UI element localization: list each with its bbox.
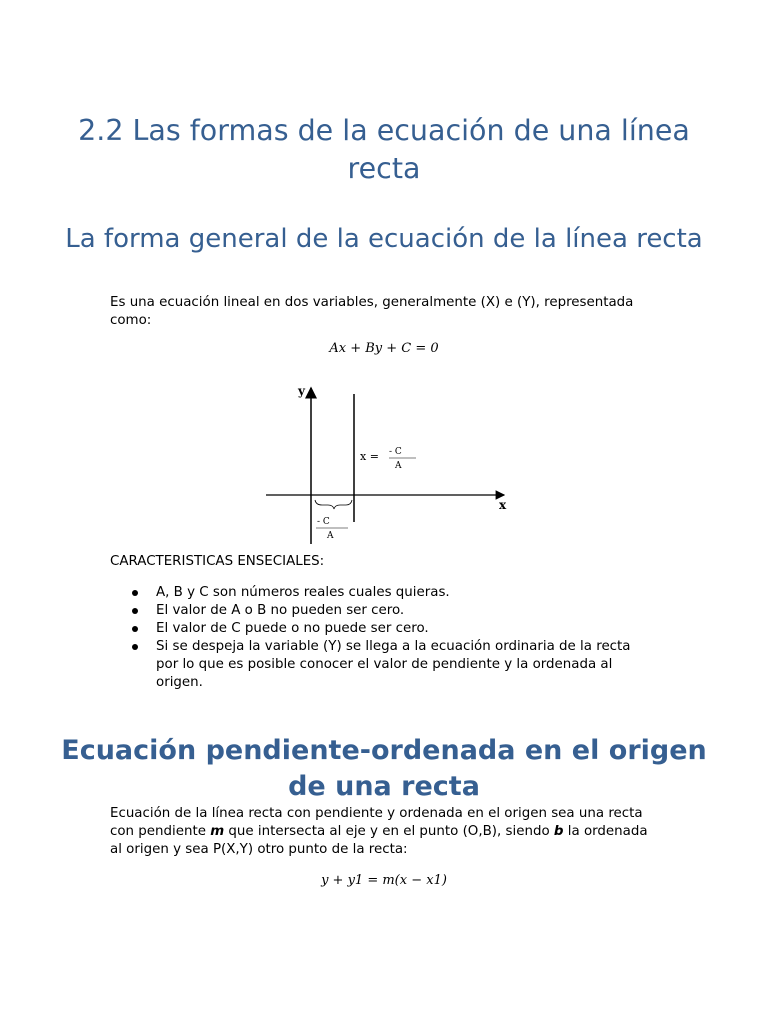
characteristics-heading: CARACTERISTICAS ENSECIALES: bbox=[110, 554, 325, 569]
list-item bbox=[130, 584, 650, 602]
list-item-text: El valor de C puede o no puede ser cero. bbox=[156, 621, 429, 636]
paragraph-text-3: la ordenada al origen y sea P(X,Y) otro punto de la recta: bbox=[110, 824, 648, 857]
list-item bbox=[130, 620, 650, 638]
paragraph-text-1: Ecuación de la línea recta con pendiente y ordenada en el origen sea una recta con pendiente bbox=[110, 806, 643, 839]
intro-paragraph: Es una ecuación lineal en dos variables, generalmente (X) e (Y), representada como: bbox=[110, 295, 634, 328]
general-form-formula: Ax + By + C = 0 bbox=[329, 341, 439, 356]
section-heading-slope-intercept: Ecuación pendiente-ordenada en el origen de una recta bbox=[61, 735, 707, 802]
bullet-icon bbox=[132, 590, 138, 596]
line-equation-denominator: A bbox=[395, 461, 402, 471]
characteristics-list bbox=[130, 584, 650, 692]
list-item-text: A, B y C son números reales cuales quieras. bbox=[156, 585, 450, 600]
intercept-brace bbox=[315, 500, 352, 509]
list-item bbox=[130, 602, 650, 620]
bullet-icon bbox=[132, 644, 138, 650]
bullet-icon bbox=[132, 626, 138, 632]
intercept-denominator: A bbox=[327, 531, 334, 541]
slope-symbol: m bbox=[210, 824, 225, 839]
list-item bbox=[130, 638, 650, 692]
list-item-text: El valor de A o B no pueden ser cero. bbox=[156, 603, 405, 618]
x-axis-label: x bbox=[499, 498, 507, 512]
page-title: 2.2 Las formas de la ecuación de una línea recta bbox=[78, 114, 690, 185]
vertical-line-graph bbox=[260, 378, 520, 546]
paragraph-text-2: que intersecta al eje y en el punto (O,B), siendo bbox=[224, 824, 554, 839]
line-equation-numerator: - C bbox=[389, 447, 402, 457]
line-equation-lhs: x = bbox=[360, 450, 379, 463]
slope-intercept-paragraph bbox=[110, 805, 658, 859]
y-axis-label: y bbox=[298, 384, 305, 398]
bullet-icon bbox=[132, 608, 138, 614]
intercept-symbol: b bbox=[553, 824, 564, 839]
list-item-text: Si se despeja la variable (Y) se llega a la ecuación ordinaria de la recta por lo que es posible conocer el valor de pendiente y la ordenada al origen. bbox=[156, 639, 631, 690]
point-slope-formula: y + y1 = m(x − x1) bbox=[321, 873, 447, 888]
section-heading-general-form: La forma general de la ecuación de la línea recta bbox=[65, 224, 703, 254]
intercept-numerator: - C bbox=[317, 517, 330, 527]
